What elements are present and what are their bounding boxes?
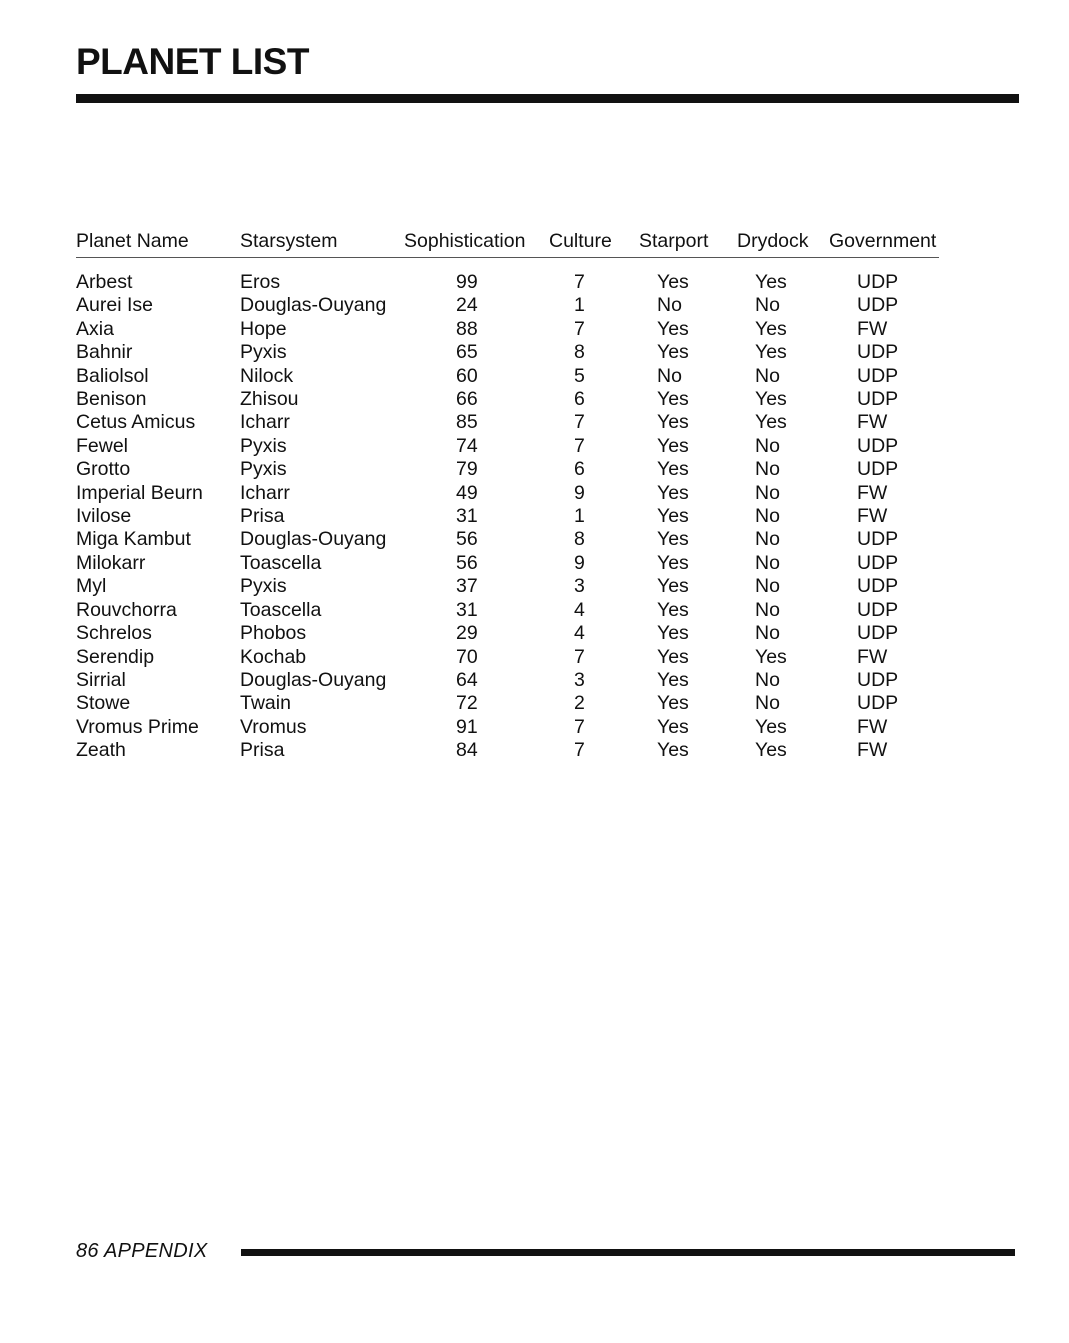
table-row (76, 716, 939, 739)
starport-cell: Yes (657, 739, 689, 762)
planet-name-cell: Bahnir (76, 341, 133, 364)
culture-cell: 9 (574, 551, 585, 574)
table-row (76, 294, 939, 317)
government-cell: UDP (857, 692, 899, 715)
sophistication-cell: 74 (456, 434, 478, 457)
header-culture: Culture (549, 225, 639, 258)
starsystem-cell: Douglas-Ouyang (240, 294, 387, 317)
planet-name-cell: Vromus Prime (76, 715, 199, 738)
title-rule (76, 94, 1019, 103)
footer-rule (241, 1249, 1015, 1256)
sophistication-cell: 56 (456, 528, 478, 551)
government-cell: UDP (857, 388, 899, 411)
starport-cell: Yes (657, 645, 689, 668)
header-starsystem: Starsystem (240, 225, 404, 258)
starsystem-cell: Icharr (240, 411, 290, 434)
drydock-cell: No (755, 458, 780, 481)
starport-cell: Yes (657, 341, 689, 364)
sophistication-cell: 79 (456, 458, 478, 481)
drydock-cell: No (755, 622, 780, 645)
drydock-cell: No (755, 481, 780, 504)
planet-name-cell: Aurei Ise (76, 294, 153, 317)
culture-cell: 7 (574, 411, 585, 434)
drydock-cell: Yes (755, 715, 787, 738)
table-row (76, 505, 939, 528)
starport-cell: Yes (657, 388, 689, 411)
drydock-cell: Yes (755, 317, 787, 340)
starsystem-cell: Nilock (240, 364, 294, 387)
government-cell: UDP (857, 575, 899, 598)
planet-name-cell: Miga Kambut (76, 528, 191, 551)
planet-name-cell: Cetus Amicus (76, 411, 196, 434)
culture-cell: 8 (574, 341, 585, 364)
government-cell: UDP (857, 668, 899, 691)
drydock-cell: Yes (755, 271, 787, 293)
planet-name-cell: Ivilose (76, 505, 132, 528)
starport-cell: Yes (657, 434, 689, 457)
government-cell: UDP (857, 341, 899, 364)
government-cell: FW (857, 481, 888, 504)
drydock-cell: No (755, 575, 780, 598)
government-cell: FW (857, 645, 888, 668)
planet-name-cell: Milokarr (76, 551, 146, 574)
starport-cell: Yes (657, 622, 689, 645)
government-cell: UDP (857, 622, 899, 645)
culture-cell: 1 (574, 294, 585, 317)
page-footer-label: 86 APPENDIX (76, 1240, 208, 1262)
culture-cell: 9 (574, 481, 585, 504)
drydock-cell: No (755, 668, 780, 691)
government-cell: FW (857, 739, 888, 762)
table-row (76, 271, 939, 294)
culture-cell: 1 (574, 505, 585, 528)
planet-name-cell: Baliolsol (76, 364, 149, 387)
government-cell: UDP (857, 598, 899, 621)
culture-cell: 4 (574, 622, 585, 645)
drydock-cell: No (755, 505, 780, 528)
culture-cell: 7 (574, 645, 585, 668)
drydock-cell: No (755, 364, 780, 387)
drydock-cell: No (755, 434, 780, 457)
government-cell: FW (857, 505, 888, 528)
table-row (76, 458, 939, 481)
sophistication-cell: 99 (456, 271, 478, 293)
table-row (76, 622, 939, 645)
culture-cell: 5 (574, 364, 585, 387)
table-row (76, 646, 939, 669)
sophistication-cell: 85 (456, 411, 478, 434)
sophistication-cell: 84 (456, 739, 478, 762)
planet-name-cell: Myl (76, 575, 107, 598)
header-planet-name: Planet Name (76, 225, 240, 258)
starsystem-cell: Hope (240, 317, 287, 340)
table-row (76, 318, 939, 341)
sophistication-cell: 91 (456, 715, 478, 738)
government-cell: UDP (857, 458, 899, 481)
planet-name-cell: Zeath (76, 739, 126, 762)
culture-cell: 7 (574, 271, 585, 293)
header-starport: Starport (639, 225, 737, 258)
table-row (76, 739, 939, 762)
planet-name-cell: Serendip (76, 645, 155, 668)
planet-name-cell: Axia (76, 317, 114, 340)
table-row (76, 388, 939, 411)
planet-name-cell: Imperial Beurn (76, 481, 203, 504)
culture-cell: 3 (574, 575, 585, 598)
starport-cell: Yes (657, 528, 689, 551)
starport-cell: No (657, 364, 682, 387)
starsystem-cell: Pyxis (240, 341, 287, 364)
sophistication-cell: 66 (456, 388, 478, 411)
drydock-cell: No (755, 551, 780, 574)
starsystem-cell: Douglas-Ouyang (240, 528, 387, 551)
starport-cell: Yes (657, 551, 689, 574)
starsystem-cell: Vromus (240, 715, 307, 738)
drydock-cell: Yes (755, 341, 787, 364)
culture-cell: 6 (574, 458, 585, 481)
sophistication-cell: 72 (456, 692, 478, 715)
drydock-cell: Yes (755, 388, 787, 411)
starsystem-cell: Phobos (240, 622, 307, 645)
starport-cell: Yes (657, 317, 689, 340)
sophistication-cell: 31 (456, 598, 478, 621)
drydock-cell: No (755, 294, 780, 317)
planet-name-cell: Arbest (76, 271, 133, 293)
sophistication-cell: 29 (456, 622, 478, 645)
starsystem-cell: Toascella (240, 598, 322, 621)
planet-name-cell: Stowe (76, 692, 131, 715)
starport-cell: No (657, 294, 682, 317)
table-row (76, 552, 939, 575)
table-row (76, 435, 939, 458)
planet-table (76, 225, 939, 763)
starsystem-cell: Douglas-Ouyang (240, 668, 387, 691)
culture-cell: 8 (574, 528, 585, 551)
table-row (76, 599, 939, 622)
table-row (76, 411, 939, 434)
header-drydock: Drydock (737, 225, 829, 258)
government-cell: UDP (857, 271, 899, 293)
sophistication-cell: 49 (456, 481, 478, 504)
starsystem-cell: Prisa (240, 739, 285, 762)
government-cell: UDP (857, 434, 899, 457)
table-row (76, 575, 939, 598)
sophistication-cell: 60 (456, 364, 478, 387)
header-government: Government (829, 225, 939, 258)
starport-cell: Yes (657, 458, 689, 481)
culture-cell: 3 (574, 668, 585, 691)
starport-cell: Yes (657, 692, 689, 715)
starport-cell: Yes (657, 505, 689, 528)
planet-name-cell: Benison (76, 388, 147, 411)
sophistication-cell: 70 (456, 645, 478, 668)
starsystem-cell: Pyxis (240, 434, 287, 457)
sophistication-cell: 31 (456, 505, 478, 528)
table-header-row (76, 225, 939, 258)
starport-cell: Yes (657, 598, 689, 621)
table-row (76, 365, 939, 388)
culture-cell: 7 (574, 317, 585, 340)
starsystem-cell: Kochab (240, 645, 307, 668)
culture-cell: 2 (574, 692, 585, 715)
starport-cell: Yes (657, 715, 689, 738)
drydock-cell: No (755, 598, 780, 621)
government-cell: UDP (857, 528, 899, 551)
drydock-cell: No (755, 692, 780, 715)
drydock-cell: Yes (755, 739, 787, 762)
planet-name-cell: Rouvchorra (76, 598, 177, 621)
starport-cell: Yes (657, 481, 689, 504)
starsystem-cell: Zhisou (240, 388, 299, 411)
page-title: PLANET LIST (76, 41, 309, 82)
starport-cell: Yes (657, 411, 689, 434)
starsystem-cell: Icharr (240, 481, 290, 504)
culture-cell: 6 (574, 388, 585, 411)
planet-name-cell: Grotto (76, 458, 131, 481)
drydock-cell: Yes (755, 411, 787, 434)
starsystem-cell: Twain (240, 692, 291, 715)
starsystem-cell: Toascella (240, 551, 322, 574)
table-row (76, 692, 939, 715)
sophistication-cell: 24 (456, 294, 478, 317)
starport-cell: Yes (657, 668, 689, 691)
government-cell: FW (857, 715, 888, 738)
government-cell: UDP (857, 294, 899, 317)
sophistication-cell: 88 (456, 317, 478, 340)
starport-cell: Yes (657, 575, 689, 598)
starsystem-cell: Pyxis (240, 458, 287, 481)
starsystem-cell: Prisa (240, 505, 285, 528)
table-row (76, 669, 939, 692)
planet-name-cell: Sirrial (76, 668, 126, 691)
planet-name-cell: Schrelos (76, 622, 152, 645)
sophistication-cell: 37 (456, 575, 478, 598)
culture-cell: 7 (574, 715, 585, 738)
government-cell: UDP (857, 551, 899, 574)
starport-cell: Yes (657, 271, 689, 293)
starsystem-cell: Pyxis (240, 575, 287, 598)
table-row (76, 528, 939, 551)
government-cell: FW (857, 411, 888, 434)
planet-name-cell: Fewel (76, 434, 129, 457)
table-row (76, 341, 939, 364)
culture-cell: 7 (574, 434, 585, 457)
culture-cell: 4 (574, 598, 585, 621)
drydock-cell: No (755, 528, 780, 551)
sophistication-cell: 65 (456, 341, 478, 364)
header-sophistication: Sophistication (404, 225, 549, 258)
sophistication-cell: 56 (456, 551, 478, 574)
government-cell: FW (857, 317, 888, 340)
drydock-cell: Yes (755, 645, 787, 668)
government-cell: UDP (857, 364, 899, 387)
starsystem-cell: Eros (240, 271, 281, 293)
sophistication-cell: 64 (456, 668, 478, 691)
table-row (76, 482, 939, 505)
culture-cell: 7 (574, 739, 585, 762)
